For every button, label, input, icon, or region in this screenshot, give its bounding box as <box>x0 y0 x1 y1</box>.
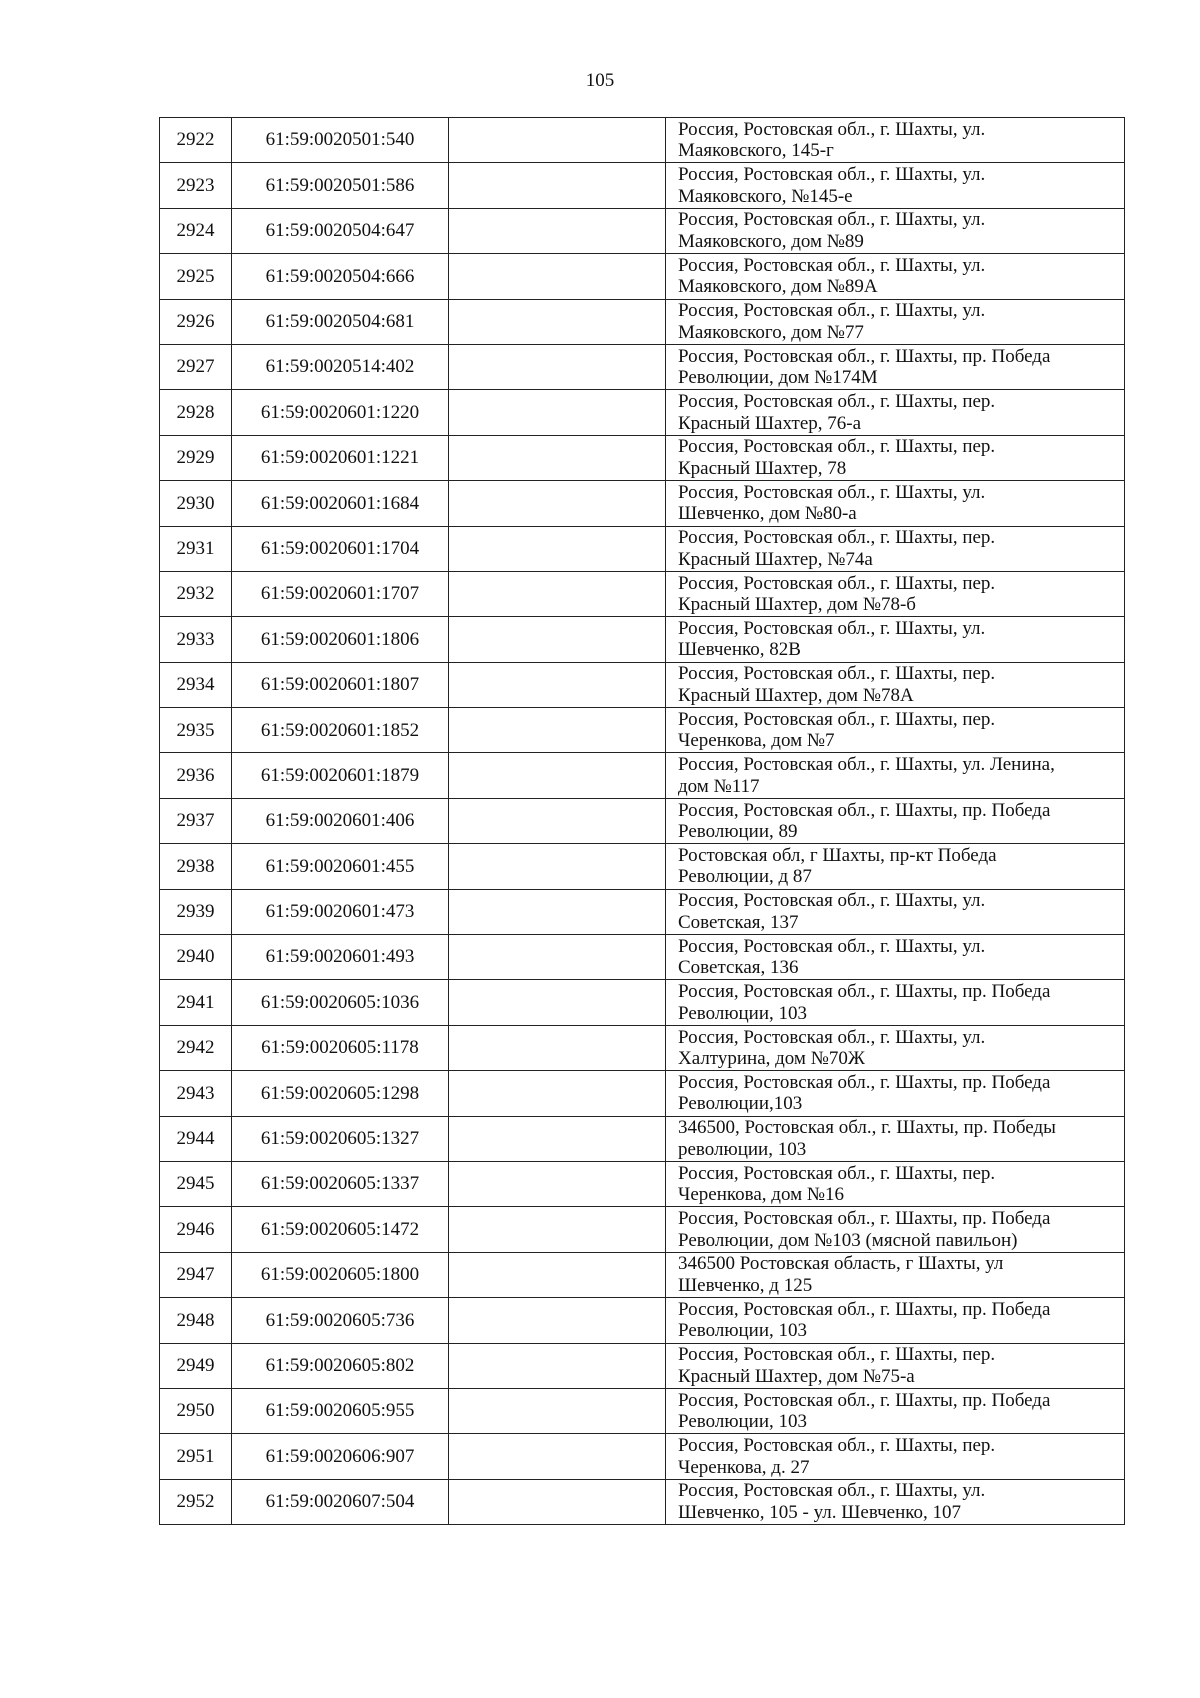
row-number-cell: 2947 <box>160 1252 232 1297</box>
empty-cell <box>449 662 666 707</box>
empty-cell <box>449 1207 666 1252</box>
address-line-2: Красный Шахтер, дом №78А <box>678 684 914 706</box>
cadastral-number-cell: 61:59:0020601:1852 <box>232 708 449 753</box>
empty-cell <box>449 1388 666 1433</box>
address-cell <box>666 844 1125 889</box>
row-number-cell: 2945 <box>160 1161 232 1206</box>
page-number: 105 <box>585 70 615 91</box>
empty-cell <box>449 208 666 253</box>
cadastral-number-cell: 61:59:0020605:1327 <box>232 1116 449 1161</box>
empty-cell <box>449 935 666 980</box>
table-row <box>160 708 1125 753</box>
table-row <box>160 1298 1125 1343</box>
address-line-1: Россия, Ростовская обл., г. Шахты, ул. <box>678 300 986 322</box>
empty-cell <box>449 753 666 798</box>
empty-cell <box>449 254 666 299</box>
table-row <box>160 435 1125 480</box>
address-line-2: революции, 103 <box>678 1138 807 1160</box>
address-line-2: Черенкова, дом №16 <box>678 1184 845 1206</box>
cadastral-number-cell: 61:59:0020601:1879 <box>232 753 449 798</box>
row-number-cell: 2934 <box>160 662 232 707</box>
address-line-1: Россия, Ростовская обл., г. Шахты, ул. <box>678 1480 986 1502</box>
empty-cell <box>449 1479 666 1524</box>
table-row <box>160 889 1125 934</box>
cadastral-number-cell: 61:59:0020501:586 <box>232 163 449 208</box>
empty-cell <box>449 118 666 163</box>
table-row <box>160 935 1125 980</box>
address-line-2: дом №117 <box>678 775 760 797</box>
table-row <box>160 571 1125 616</box>
row-number-cell: 2943 <box>160 1071 232 1116</box>
empty-cell <box>449 1343 666 1388</box>
address-line-2: Советская, 136 <box>678 957 799 979</box>
cadastral-number-cell: 61:59:0020601:1684 <box>232 481 449 526</box>
address-cell <box>666 344 1125 389</box>
address-line-1: Россия, Ростовская обл., г. Шахты, пер. <box>678 1435 996 1457</box>
address-line-2: Красный Шахтер, дом №78-б <box>678 594 916 616</box>
address-cell <box>666 1116 1125 1161</box>
cadastral-number-cell: 61:59:0020601:1221 <box>232 435 449 480</box>
empty-cell <box>449 844 666 889</box>
address-line-1: Россия, Ростовская обл., г. Шахты, пер. <box>678 663 996 685</box>
address-line-2: Революции, 89 <box>678 821 798 843</box>
address-line-1: Россия, Ростовская обл., г. Шахты, пер. <box>678 527 996 549</box>
empty-cell <box>449 980 666 1025</box>
address-line-2: Революции, 103 <box>678 1320 808 1342</box>
address-cell <box>666 889 1125 934</box>
row-number-cell: 2944 <box>160 1116 232 1161</box>
address-line-2: Шевченко, д 125 <box>678 1274 813 1296</box>
cadastral-number-cell: 61:59:0020504:647 <box>232 208 449 253</box>
row-number-cell: 2935 <box>160 708 232 753</box>
address-cell <box>666 1434 1125 1479</box>
address-line-2: Советская, 137 <box>678 911 799 933</box>
table-row <box>160 526 1125 571</box>
row-number-cell: 2924 <box>160 208 232 253</box>
address-line-1: 346500 Ростовская область, г Шахты, ул <box>678 1253 1004 1275</box>
address-cell <box>666 980 1125 1025</box>
empty-cell <box>449 1434 666 1479</box>
cadastral-number-cell: 61:59:0020504:666 <box>232 254 449 299</box>
row-number-cell: 2938 <box>160 844 232 889</box>
empty-cell <box>449 299 666 344</box>
row-number-cell: 2927 <box>160 344 232 389</box>
row-number-cell: 2948 <box>160 1298 232 1343</box>
row-number-cell: 2931 <box>160 526 232 571</box>
address-line-1: Россия, Ростовская обл., г. Шахты, пер. <box>678 1162 996 1184</box>
cadastral-number-cell: 61:59:0020601:1704 <box>232 526 449 571</box>
address-line-1: Россия, Ростовская обл., г. Шахты, ул. Ленина, <box>678 754 1055 776</box>
empty-cell <box>449 617 666 662</box>
address-cell <box>666 299 1125 344</box>
table-row <box>160 662 1125 707</box>
cadastral-number-cell: 61:59:0020605:1800 <box>232 1252 449 1297</box>
row-number-cell: 2941 <box>160 980 232 1025</box>
table-row <box>160 1071 1125 1116</box>
address-line-2: Маяковского, дом №89А <box>678 276 878 298</box>
empty-cell <box>449 1071 666 1116</box>
table-row <box>160 1161 1125 1206</box>
address-line-2: Халтурина, дом №70Ж <box>678 1048 865 1069</box>
address-cell <box>666 390 1125 435</box>
table-row <box>160 1207 1125 1252</box>
cadastral-number-cell: 61:59:0020601:1806 <box>232 617 449 662</box>
empty-cell <box>449 1116 666 1161</box>
address-line-2: Революции, 103 <box>678 1002 808 1024</box>
address-line-1: Россия, Ростовская обл., г. Шахты, ул. <box>678 254 986 276</box>
row-number-cell: 2939 <box>160 889 232 934</box>
table-row <box>160 844 1125 889</box>
empty-cell <box>449 1252 666 1297</box>
address-line-1: Россия, Ростовская обл., г. Шахты, ул. <box>678 481 986 503</box>
address-cell <box>666 526 1125 571</box>
table-row <box>160 390 1125 435</box>
cadastral-number-cell: 61:59:0020601:493 <box>232 935 449 980</box>
registry-table <box>159 117 1125 1525</box>
row-number-cell: 2933 <box>160 617 232 662</box>
address-line-2: Маяковского, дом №77 <box>678 321 864 343</box>
address-cell <box>666 163 1125 208</box>
address-cell <box>666 1298 1125 1343</box>
row-number-cell: 2946 <box>160 1207 232 1252</box>
table-row <box>160 481 1125 526</box>
address-line-1: Ростовская обл, г Шахты, пр-кт Победа <box>678 844 997 866</box>
address-line-1: Россия, Ростовская обл., г. Шахты, пр. Победа <box>678 1389 1051 1411</box>
address-cell <box>666 254 1125 299</box>
address-cell <box>666 617 1125 662</box>
address-line-1: Россия, Ростовская обл., г. Шахты, пер. <box>678 572 996 594</box>
table-row <box>160 1025 1125 1070</box>
table-row <box>160 1252 1125 1297</box>
cadastral-number-cell: 61:59:0020514:402 <box>232 344 449 389</box>
cadastral-number-cell: 61:59:0020607:504 <box>232 1479 449 1524</box>
row-number-cell: 2923 <box>160 163 232 208</box>
address-cell <box>666 1071 1125 1116</box>
address-cell <box>666 1343 1125 1388</box>
address-line-2: Шевченко, дом №80-а <box>678 503 857 525</box>
empty-cell <box>449 163 666 208</box>
empty-cell <box>449 708 666 753</box>
empty-cell <box>449 435 666 480</box>
row-number-cell: 2929 <box>160 435 232 480</box>
row-number-cell: 2952 <box>160 1479 232 1524</box>
cadastral-number-cell: 61:59:0020601:473 <box>232 889 449 934</box>
empty-cell <box>449 390 666 435</box>
address-line-2: Маяковского, 145-г <box>678 140 834 162</box>
address-line-2: Шевченко, 105 - ул. Шевченко, 107 <box>678 1501 962 1523</box>
row-number-cell: 2937 <box>160 798 232 843</box>
row-number-cell: 2936 <box>160 753 232 798</box>
empty-cell <box>449 798 666 843</box>
address-line-2: Красный Шахтер, дом №75-а <box>678 1365 915 1387</box>
address-line-2: Революции, д 87 <box>678 866 812 888</box>
table-row <box>160 1343 1125 1388</box>
address-line-1: Россия, Ростовская обл., г. Шахты, пр. Победа <box>678 1298 1051 1320</box>
cadastral-number-cell: 61:59:0020605:1178 <box>232 1025 449 1070</box>
table-row <box>160 1479 1125 1524</box>
empty-cell <box>449 526 666 571</box>
empty-cell <box>449 1025 666 1070</box>
address-line-1: Россия, Ростовская обл., г. Шахты, пр. Победа <box>678 981 1051 1003</box>
address-cell <box>666 798 1125 843</box>
address-cell <box>666 708 1125 753</box>
address-cell <box>666 1025 1125 1070</box>
address-line-2: Маяковского, №145-е <box>678 185 853 207</box>
address-line-1: Россия, Ростовская обл., г. Шахты, пер. <box>678 436 996 458</box>
address-cell <box>666 571 1125 616</box>
address-cell <box>666 208 1125 253</box>
cadastral-number-cell: 61:59:0020605:1036 <box>232 980 449 1025</box>
row-number-cell: 2926 <box>160 299 232 344</box>
row-number-cell: 2951 <box>160 1434 232 1479</box>
cadastral-number-cell: 61:59:0020605:802 <box>232 1343 449 1388</box>
address-line-1: Россия, Ростовская обл., г. Шахты, ул. <box>678 890 986 912</box>
row-number-cell: 2942 <box>160 1025 232 1070</box>
address-line-1: Россия, Ростовская обл., г. Шахты, пер. <box>678 391 996 413</box>
table-row <box>160 254 1125 299</box>
table-row <box>160 163 1125 208</box>
empty-cell <box>449 889 666 934</box>
row-number-cell: 2932 <box>160 571 232 616</box>
address-line-1: Россия, Ростовская обл., г. Шахты, пр. Победа <box>678 1071 1051 1093</box>
cadastral-number-cell: 61:59:0020605:1298 <box>232 1071 449 1116</box>
address-cell <box>666 118 1125 163</box>
address-line-2: Красный Шахтер, №74а <box>678 548 873 570</box>
row-number-cell: 2940 <box>160 935 232 980</box>
address-line-1: Россия, Ростовская обл., г. Шахты, ул. <box>678 1026 986 1048</box>
cadastral-number-cell: 61:59:0020605:1472 <box>232 1207 449 1252</box>
row-number-cell: 2928 <box>160 390 232 435</box>
cadastral-number-cell: 61:59:0020605:736 <box>232 1298 449 1343</box>
address-line-1: Россия, Ростовская обл., г. Шахты, ул. <box>678 935 986 957</box>
address-line-1: Россия, Ростовская обл., г. Шахты, пер. <box>678 1344 996 1366</box>
address-cell <box>666 662 1125 707</box>
row-number-cell: 2930 <box>160 481 232 526</box>
table-row <box>160 1388 1125 1433</box>
table-row <box>160 118 1125 163</box>
address-line-2: Революции, дом №103 (мясной павильон) <box>678 1229 1018 1251</box>
address-line-1: Россия, Ростовская обл., г. Шахты, ул. <box>678 617 986 639</box>
table-row <box>160 617 1125 662</box>
address-cell <box>666 935 1125 980</box>
table-row <box>160 753 1125 798</box>
address-cell <box>666 1388 1125 1433</box>
address-cell <box>666 1479 1125 1524</box>
address-cell <box>666 435 1125 480</box>
address-line-1: Россия, Ростовская обл., г. Шахты, ул. <box>678 118 986 140</box>
table-row <box>160 299 1125 344</box>
row-number-cell: 2922 <box>160 118 232 163</box>
table-row <box>160 208 1125 253</box>
address-line-2: Красный Шахтер, 78 <box>678 457 847 479</box>
cadastral-number-cell: 61:59:0020605:955 <box>232 1388 449 1433</box>
address-line-1: Россия, Ростовская обл., г. Шахты, ул. <box>678 164 986 186</box>
address-line-2: Революции,103 <box>678 1093 803 1115</box>
address-cell <box>666 1207 1125 1252</box>
table-row <box>160 980 1125 1025</box>
address-line-1: Россия, Ростовская обл., г. Шахты, пр. Победа <box>678 1208 1051 1230</box>
cadastral-number-cell: 61:59:0020601:406 <box>232 798 449 843</box>
address-line-2: Революции, дом №174М <box>678 367 878 389</box>
cadastral-number-cell: 61:59:0020601:1707 <box>232 571 449 616</box>
address-line-1: 346500, Ростовская обл., г. Шахты, пр. Победы <box>678 1117 1056 1139</box>
cadastral-number-cell: 61:59:0020601:1220 <box>232 390 449 435</box>
address-line-2: Черенкова, дом №7 <box>678 730 835 752</box>
address-line-1: Россия, Ростовская обл., г. Шахты, ул. <box>678 209 986 231</box>
cadastral-number-cell: 61:59:0020601:1807 <box>232 662 449 707</box>
table-row <box>160 344 1125 389</box>
empty-cell <box>449 571 666 616</box>
address-line-1: Россия, Ростовская обл., г. Шахты, пр. Победа <box>678 799 1051 821</box>
cadastral-number-cell: 61:59:0020606:907 <box>232 1434 449 1479</box>
address-cell <box>666 481 1125 526</box>
row-number-cell: 2950 <box>160 1388 232 1433</box>
address-line-2: Черенкова, д. 27 <box>678 1456 810 1478</box>
address-line-1: Россия, Ростовская обл., г. Шахты, пр. Победа <box>678 345 1051 367</box>
empty-cell <box>449 344 666 389</box>
address-cell <box>666 1252 1125 1297</box>
empty-cell <box>449 1161 666 1206</box>
cadastral-number-cell: 61:59:0020504:681 <box>232 299 449 344</box>
registry-table-body <box>160 118 1125 1525</box>
table-row <box>160 1434 1125 1479</box>
address-cell <box>666 1161 1125 1206</box>
empty-cell <box>449 481 666 526</box>
row-number-cell: 2925 <box>160 254 232 299</box>
cadastral-number-cell: 61:59:0020601:455 <box>232 844 449 889</box>
address-line-2: Красный Шахтер, 76-а <box>678 412 862 434</box>
table-row <box>160 798 1125 843</box>
empty-cell <box>449 1298 666 1343</box>
row-number-cell: 2949 <box>160 1343 232 1388</box>
address-cell <box>666 753 1125 798</box>
address-line-1: Россия, Ростовская обл., г. Шахты, пер. <box>678 708 996 730</box>
address-line-2: Маяковского, дом №89 <box>678 230 864 252</box>
address-line-2: Революции, 103 <box>678 1411 808 1433</box>
address-line-2: Шевченко, 82В <box>678 639 801 661</box>
table-row <box>160 1116 1125 1161</box>
cadastral-number-cell: 61:59:0020501:540 <box>232 118 449 163</box>
cadastral-number-cell: 61:59:0020605:1337 <box>232 1161 449 1206</box>
